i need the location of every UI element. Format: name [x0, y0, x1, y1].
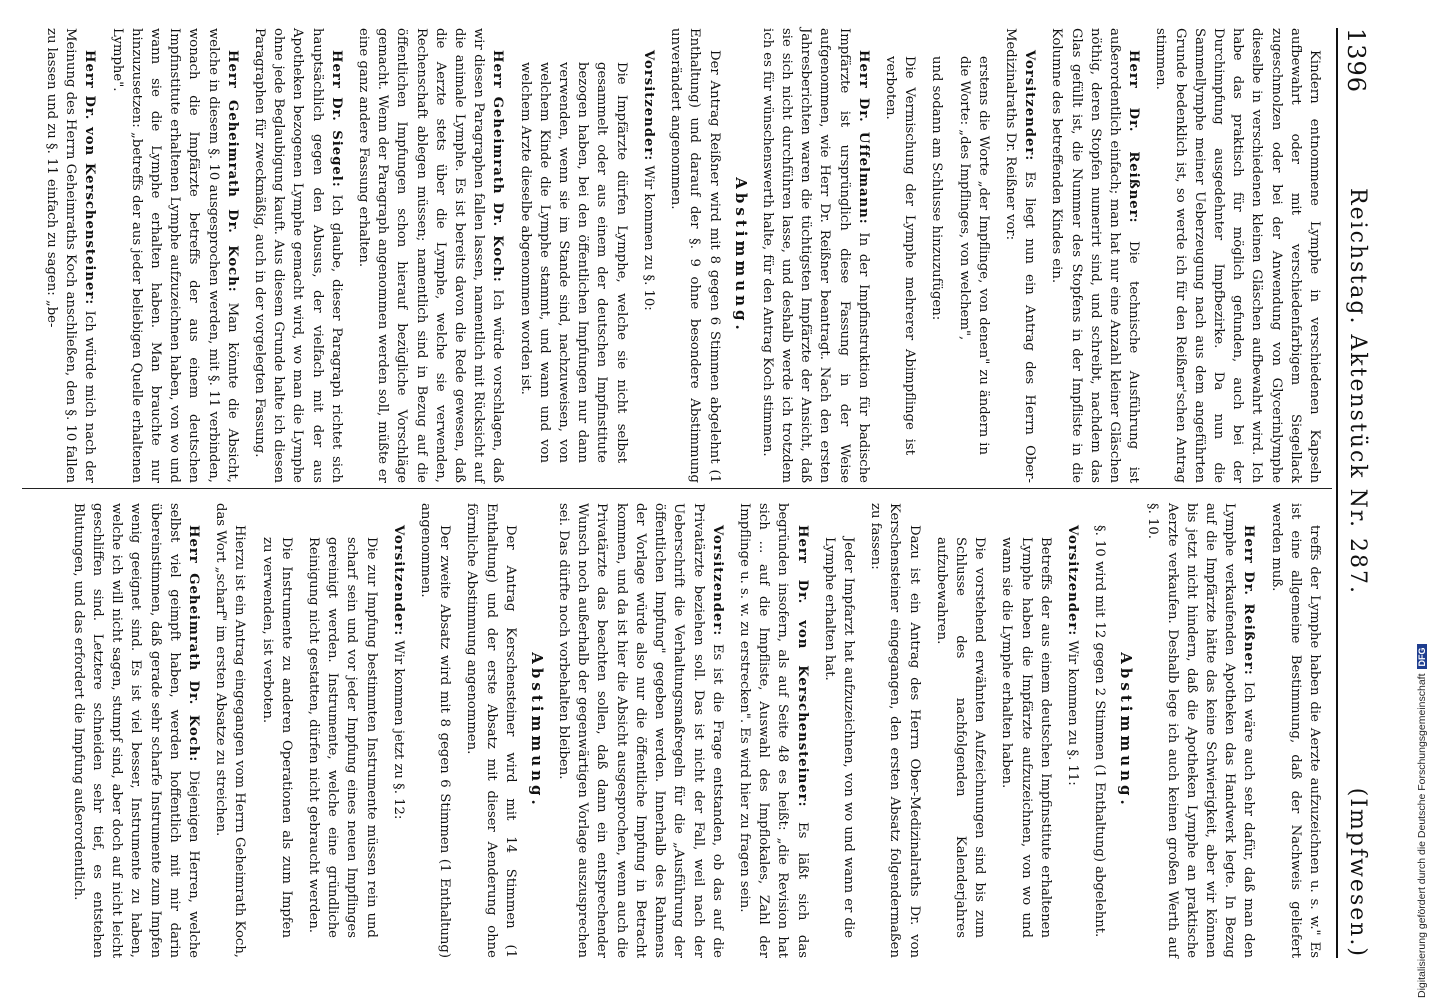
paragraph [1151, 28, 1324, 483]
paragraph [735, 503, 812, 958]
credit-text: Digitalisierung gefördert durch die Deutsche Forschungsgemeinschaft [1416, 673, 1428, 998]
dfg-logo: DFG [1417, 644, 1427, 669]
paragraph [1266, 503, 1324, 958]
paragraph-text: Ich würde vorschlagen, daß wir diesen Paragraphen fallen lassen, namentlich mit Rücksicht auf die animale Lymphe. Es ist bereits davon die Rede gewesen, daß die Aerzte stets über die Lymphe, welche sie verwenden, Rechenschaft ablegen müssen; namentlich sind in Bezug auf die öffentlichen Impfungen schon hierauf bezügliche Vorschläge gemacht. Wenn der Paragraph angenommen werden soll, müßte er eine ganz andere Fassung erhalten. [356, 28, 506, 483]
masthead: Reichstag. Aktenstück Nr. 287. [1345, 188, 1370, 595]
paragraph [389, 503, 408, 958]
paragraph-text: Man könnte die Absicht, welche in diesem §. 10 ausgesprochen werden, mit §. 11 verbinden, wonach die Impfärzte betreffs der aus einem deutschen Impfinstitute erhaltenen Lymphe aufzuzeichnen haben, von wo und wann sie die Lymphe erhalten haben. Man brauchte nur hinzuzusetzen: „betreffs der aus jeder beliebigen Quelle erhaltenen Lymphe". [109, 28, 240, 483]
paragraph [107, 28, 241, 483]
paragraph-text: Kindern entnommene Lymphe in verschiedenen Kapseln aufbewahrt oder mit verschiedenfarbigem Siegellack zugeschmolzen oder bei der Anwendung von Glycerinlymphe dieselbe in verschiedenen kleinen Gläschen aufbewahrt wird. Ich habe das praktisch für möglich gefunden, auch bei der Durchimpfung ausgedehnter Impfbezirke. Da nun die Sammellymphe meiner Ueberzeugung nach aus dem angeführten Grunde bedenklich ist, so werde ich für den Reißner'schen Antrag stimmen. [1153, 28, 1322, 483]
speaker-name: Vorsitzender: [390, 525, 406, 637]
motion-text [304, 503, 381, 958]
quoted-text [881, 28, 919, 483]
paragraph-text: Der zweite Absatz wird mit 8 gegen 6 Stimmen (1 Enthaltung) angenommen. [418, 503, 453, 958]
motion-text [515, 28, 630, 483]
paragraph [416, 503, 454, 958]
motion-text [997, 503, 1055, 958]
paragraph-text: und sodann am Schlusse hinzuzufügen: [929, 56, 945, 321]
paragraph-text: Diejenigen Herren, welche selbst viel geimpft haben, werden hoffentlich mit mir darin übereinstimmen, daß gerade sehr scharfe Instrumente zum Impfen wenig geeignet sind. Es ist viel besser, Instrumente zu haben, welche ich will nicht sagen, stumpf sind, aber doch auf nicht leicht geschliffen sind. Letztere schneiden sehr tief, es entstehen Blutungen, und das erfordert die Impfung außerordentlich. [70, 503, 202, 958]
motion-text [820, 503, 858, 958]
paragraph-text: Der Antrag Reißner wird mit 8 gegen 6 Stimmen abgelehnt (1 Enthaltung) und darauf der §. 9 ohne besondere Abstimmung unverändert angenommen. [668, 28, 722, 483]
paragraph-text: Ich wäre auch sehr dafür, daß man den Lymphe verkaufenden Apotheken das Handwerk legte. In Bezug auf die Impfärzte hätte das keine Schwierigkeit, aber wir können bis jetzt nicht hindern, daß die Apotheken Lymphe an praktische Aerzte verkaufen. Deshalb lege ich auch keinen großen Werth auf §. 10. [1145, 503, 1257, 958]
speaker-name: Herr Geheimrath Dr. Koch: [224, 50, 240, 293]
paragraph [666, 28, 724, 483]
paragraph-text: Betreffs der aus einem deutschen Impfinstitute erhaltenen Lymphe haben die Impfärzte aufzuzeichnen, von wo und wann sie die Lymphe erhalten haben. [999, 537, 1053, 938]
paragraph-text: Es läßt sich das begründen insofern, als auf Seite 48 es heißt: „die Revision hat sich ... auf die Impfliste, Auswahl des Impflokales, Zahl der Impflinge u. s. w. zu erstrecken". Es wird hier zu fragen sein. [736, 503, 810, 958]
paragraph-text: Die Impfärzte dürfen Lymphe, welche sie nicht selbst gesammelt oder aus einem der deutschen Impfinstitute bezogen haben, bei den öffentlichen Impfungen nur dann verwenden, wenn sie im Stande sind, nachzuweisen, von welchem Kinde die Lymphe stammt, und wann und von welchem Arzte dieselbe abgenommen worden ist. [517, 62, 629, 463]
paragraph-text: Ich würde mich nach der Meinung des Herrn Geheimraths Koch anschließen, den §. 10 fallen zu lassen und zu §. 11 einfach zu sagen: „be- [44, 28, 98, 483]
paragraph [1001, 28, 1039, 483]
paragraph [211, 503, 249, 958]
paragraph [1090, 503, 1109, 958]
paragraph-text: Die technische Ausführung ist außerordentlich einfach; man hat nur eine Anzahl kleiner Gläschen nöthig, deren Stopfen numerirt sind, und schreibt, nachdem das Glas gefüllt ist, die Nummer des Stopfens in der Impfliste in die Kolumne des betreffenden Kindes ein. [1049, 28, 1142, 483]
paragraph [462, 503, 520, 958]
left-text-column [24, 28, 1324, 483]
paragraph-text: Es ist die Frage entstanden, ob das auf die Privatärzte beziehen soll. Das ist nicht der Fall, weil nach der Ueberschrift die Verhaltungsmaßregeln für die „Ausführung der öffentlichen Impfung" gegeben werden. Innerhalb des Rahmens der Vorlage würde also nur die öffentliche Impfung in Betracht kommen, und da ist hier die Absicht ausgesprochen, wenn auch die Privatärzte das beachten sollen, daß dann ein entsprechender Wunsch noch außerhalb der gegenwärtigen Vorlage auszusprechen sei. Das dürfte noch vorbehalten bleiben. [556, 503, 725, 958]
paragraph [354, 28, 508, 483]
paragraph [1063, 503, 1082, 958]
speaker-name: Vorsitzender: [709, 525, 725, 637]
speaker-name: Herr Dr. von Kerschensteiner: [794, 525, 810, 808]
speaker-name: Herr Dr. Siegel: [328, 50, 344, 188]
paragraph [69, 503, 203, 958]
paragraph [554, 503, 727, 958]
paragraph-text: Der Antrag Kerschensteiner wird mit 14 Stimmen (1 Enthaltung) und der erste Absatz mit dieser Aenderung ohne förmliche Abstimmung angenommen. [464, 503, 518, 958]
paragraph-text: erstens die Worte „der Impflinge, von denen" zu ändern in die Worte: „des Impflinges, von welchem", [956, 56, 991, 455]
paragraph-text: Wir kommen zu §. 11: [1064, 640, 1080, 786]
paragraph-text: treffs der Lymphe haben die Aerzte aufzuzeichnen u. s. w." Es ist eine allgemeine Bestimmung, daß der Nachweis geliefert werden muß. [1268, 503, 1322, 958]
speaker-name: Herr Dr. von Kerschensteiner: [82, 50, 98, 306]
speaker-name: Herr Dr. Reißner: [1126, 50, 1142, 224]
paragraph-text: Jeder Impfarzt hat aufzuzeichnen, von wo und wann er die Lymphe erhalten hat. [821, 537, 856, 938]
paragraph-text: Wir kommen zu §. 10: [640, 165, 656, 311]
paragraph-text: Ich glaube, dieser Paragraph richtet sich hauptsächlich gegen den Abusus, der vielfach mit der aus Apotheken bezogenen Lymphe gemacht wird, wo man die Lymphe ohne jede Beglaubigung kauft. Aus diesem Grunde halte ich diesen Paragraphen für zweckmäßig, auch in der vorgelegten Fassung. [252, 28, 344, 483]
paragraph-text: Wir kommen jetzt zu §. 12: [390, 640, 406, 820]
paragraph [1047, 28, 1143, 483]
paragraph-text: Dazu ist ein Antrag des Herrn Ober-Medizinalraths Dr. von Kerschensteiner eingegangen, den ersten Absatz folgendermaßen zu fassen: [868, 503, 922, 958]
right-text-column [24, 503, 1324, 958]
paragraph-text: Es liegt nun ein Antrag des Herrn Ober-Medizinalraths Dr. Reißner vor: [1002, 28, 1038, 483]
paragraph-text: Die Instrumente zu anderen Operationen als zum Impfen zu verwenden, ist verboten. [259, 537, 294, 938]
section-heading: Abstimmung. [731, 177, 750, 334]
paragraph [639, 28, 658, 483]
speaker-name: Vorsitzender: [640, 50, 656, 162]
paragraph-text: Die vorstehend erwähnten Aufzeichnungen sind bis zum Schlusse des nachfolgenden Kalenderjahres aufzubewahren. [933, 537, 988, 938]
speaker-name: Herr Geheimrath Dr. Koch: [490, 50, 506, 283]
speaker-name: Herr Dr. Uffelmann: [855, 50, 871, 225]
paragraph-text: §. 10 wird mit 12 gegen 2 Stimmen (1 Enthaltung) abgelehnt. [1092, 525, 1108, 938]
motion-text [932, 503, 990, 958]
motion-text [257, 503, 295, 958]
paragraph [42, 28, 100, 483]
paragraph [866, 503, 924, 958]
paragraph-text: In der Impfinstruktion für badische Impfärzte ist ursprünglich diese Fassung in der Weise aufgenommen, wie Herr Dr. Reißner beantragt. Nach den ersten Jahresberichten waren die tüchtigsten Impfärzte der Ansicht, daß sie sich nicht durchführen lasse, und deshalb werde ich trotzdem ich es für wünschenswerth halte, für den Antrag Koch stimmen. [759, 28, 871, 483]
section-heading: Abstimmung. [1117, 652, 1136, 809]
paragraph-text: Die Vermischung der Lymphe mehrerer Abimpflinge ist verboten. [882, 56, 918, 455]
paragraph [1143, 503, 1258, 958]
quoted-text [927, 28, 946, 483]
digitization-credit [1416, 644, 1428, 998]
paragraph-text: Die zur Impfung bestimmten Instrumente müssen rein und scharf sein und vor jeder Impfung eines neuen Impflinges gereinigt werden. Instrumente, welche eine gründliche Reinigung nicht gestatten, dürfen nicht gebraucht werden. [306, 537, 379, 938]
running-header [1336, 28, 1372, 958]
paragraph [250, 28, 346, 483]
page-number: 1396 [1342, 28, 1370, 94]
speaker-name: Herr Geheimrath Dr. Koch: [186, 525, 202, 763]
section-topic: (Impfwesen.) [1345, 787, 1370, 958]
paragraph-text: Hierzu ist ein Antrag eingegangen vom Herrn Geheimrath Koch, das Wort „scharf" im ersten Absatze zu streichen. [213, 503, 248, 958]
quoted-text [954, 28, 992, 483]
paragraph [758, 28, 873, 483]
section-heading: Abstimmung. [527, 652, 546, 809]
speaker-name: Herr Dr. Reißner: [1241, 525, 1257, 676]
column-divider [22, 488, 1332, 489]
speaker-name: Vorsitzender: [1064, 525, 1080, 637]
speaker-name: Vorsitzender: [1022, 50, 1038, 162]
